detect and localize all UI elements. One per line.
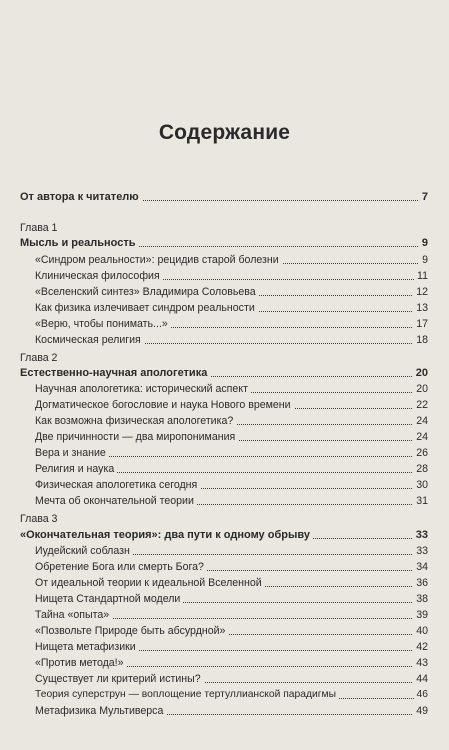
toc-entry[interactable] [35, 607, 428, 623]
entry-page: 49 [413, 703, 428, 719]
entry-title: «Вселенский синтез» Владимира Соловьева [35, 284, 259, 300]
entry-title: Как физика излечивает синдром реальности [35, 300, 258, 316]
toc-entry[interactable] [35, 252, 428, 268]
entry-title: «Окончательная теория»: два пути к одному обрыву [20, 527, 313, 543]
entry-title: Физическая апологетика сегодня [35, 477, 200, 493]
entry-page: 12 [413, 284, 428, 300]
entry-page: 40 [413, 623, 428, 639]
entry-title: «Позвольте Природе быть абсурдной» [35, 623, 228, 639]
toc-entry[interactable] [35, 429, 428, 445]
toc-entry[interactable] [35, 493, 428, 509]
chapter-title-row[interactable] [20, 365, 428, 381]
toc-entry[interactable] [35, 575, 428, 591]
entry-title: Нищета Стандартной модели [35, 591, 183, 607]
entry-title: «Синдром реальности»: рецидив старой болезни [35, 252, 282, 268]
entry-page: 20 [413, 381, 428, 397]
entry-page: 26 [413, 445, 428, 461]
toc-entry[interactable] [35, 300, 428, 316]
entry-title: Научная апологетика: исторический аспект [35, 381, 251, 397]
toc-entry[interactable] [35, 397, 428, 413]
entry-title: Естественно-научная апологетика [20, 365, 210, 381]
entry-page: 7 [419, 189, 428, 205]
entry-title: Космическая религия [35, 332, 144, 348]
page-title: Содержание [158, 121, 291, 144]
entry-title: Иудейский соблазн [35, 543, 133, 559]
entry-page: 9 [419, 235, 428, 251]
toc-entry[interactable] [35, 413, 428, 429]
entry-title: Как возможна физическая апологетика? [35, 413, 236, 429]
toc-entry[interactable] [35, 543, 428, 559]
chapter-label: Глава 3 [20, 513, 58, 525]
entry-title: Вера и знание [35, 445, 109, 461]
toc-entry[interactable] [35, 445, 428, 461]
entry-page: 22 [413, 397, 428, 413]
entry-title: Существует ли критерий истины? [35, 671, 204, 687]
toc-entry[interactable] [35, 559, 428, 575]
chapter-title-row[interactable] [20, 527, 428, 543]
entry-page: 46 [414, 687, 428, 703]
toc-entry[interactable] [35, 268, 428, 284]
entry-title: Догматическое богословие и наука Нового времени [35, 397, 294, 413]
toc-entry-preface[interactable] [20, 189, 428, 205]
chapter-label: Глава 2 [20, 352, 58, 364]
entry-page: 42 [413, 639, 428, 655]
entry-page: 17 [413, 316, 428, 332]
toc-entry[interactable] [35, 477, 428, 493]
entry-page: 18 [413, 332, 428, 348]
entry-title: Мечта об окончательной теории [35, 493, 197, 509]
toc-entry[interactable] [35, 381, 428, 397]
toc-entry[interactable] [35, 623, 428, 639]
entry-title: Две причинности — два миропонимания [35, 429, 238, 445]
entry-page: 31 [413, 493, 428, 509]
entry-page: 33 [413, 543, 428, 559]
entry-page: 24 [413, 413, 428, 429]
toc-entry[interactable] [35, 639, 428, 655]
entry-title: «Верю, чтобы понимать...» [35, 316, 171, 332]
entry-page: 9 [419, 252, 428, 268]
entry-title: От автора к читателю [20, 189, 142, 205]
chapter-label: Глава 1 [20, 222, 58, 234]
entry-page: 38 [413, 591, 428, 607]
entry-page: 28 [413, 461, 428, 477]
entry-title: Клиническая философия [35, 268, 163, 284]
entry-title: Нищета метафизики [35, 639, 139, 655]
entry-page: 24 [413, 429, 428, 445]
toc-entry[interactable] [35, 671, 428, 687]
entry-page: 13 [413, 300, 428, 316]
entry-title: «Против метода!» [35, 655, 127, 671]
entry-page: 20 [413, 365, 428, 381]
entry-title: Обретение Бога или смерть Бога? [35, 559, 207, 575]
entry-title: Религия и наука [35, 461, 117, 477]
toc-entry[interactable] [35, 703, 428, 719]
entry-page: 43 [413, 655, 428, 671]
entry-page: 34 [413, 559, 428, 575]
chapter-title-row[interactable] [20, 235, 428, 251]
entry-page: 36 [413, 575, 428, 591]
toc-entry[interactable] [35, 655, 428, 671]
entry-title: Метафизика Мультиверса [35, 703, 166, 719]
toc-entry[interactable] [35, 332, 428, 348]
toc-entry[interactable] [35, 591, 428, 607]
toc-entry[interactable] [35, 461, 428, 477]
entry-title: Теория суперструн — воплощение тертуллианской парадигмы [35, 687, 339, 703]
toc-entry[interactable] [35, 316, 428, 332]
entry-page: 30 [413, 477, 428, 493]
entry-page: 33 [413, 527, 428, 543]
entry-title: От идеальной теории к идеальной Вселенной [35, 575, 265, 591]
toc-entry[interactable] [35, 284, 428, 300]
entry-page: 44 [413, 671, 428, 687]
entry-title: Мысль и реальность [20, 235, 139, 251]
toc-entry[interactable] [35, 687, 428, 703]
entry-title: Тайна «опыта» [35, 607, 112, 623]
entry-page: 39 [413, 607, 428, 623]
entry-page: 11 [414, 268, 428, 284]
